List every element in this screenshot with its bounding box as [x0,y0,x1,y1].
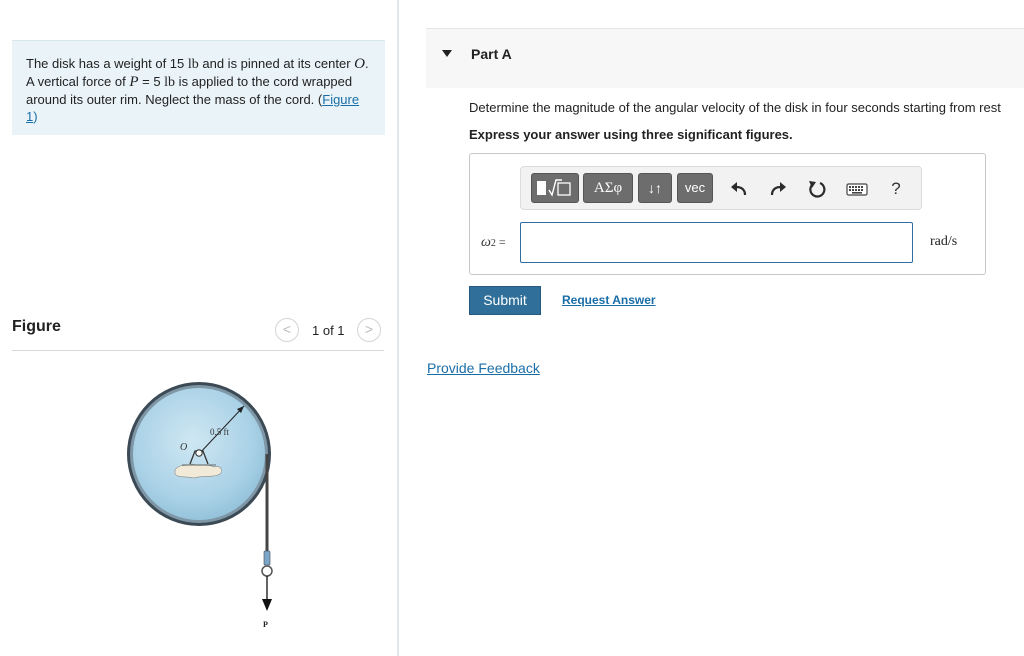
answer-units: rad/s [930,234,958,249]
next-figure-button[interactable] [357,318,381,342]
problem-text: = 5 [138,74,165,89]
chevron-right-icon: > [364,321,374,337]
cord-ring [262,566,272,576]
templates-button[interactable] [531,173,579,203]
problem-text: and is pinned at its center [198,56,355,71]
force-label: P [263,620,268,629]
left-column [0,0,398,656]
undo-icon[interactable] [728,178,750,200]
figure-header [12,316,384,351]
redo-icon[interactable] [767,178,789,200]
keyboard-icon[interactable] [846,178,868,200]
question-text: Determine the magnitude of the angular velocity of the disk in four seconds starting from rest [469,100,1001,115]
provide-feedback-link[interactable]: Provide Feedback [427,360,540,376]
problem-text: The disk has a weight of 15 [26,56,188,71]
radius-label: 0.5 ft [210,427,229,437]
problem-text: . A vertical force of [26,56,369,89]
problem-text: is applied to the cord wrapped around its outer rim. Neglect the mass of the cord. ( [26,74,353,107]
var-p: P [129,74,139,90]
problem-statement [12,40,385,135]
figure-title: Figure [12,318,61,335]
reset-icon[interactable] [806,178,828,200]
disk-figure [120,375,290,635]
answer-panel [469,153,986,275]
figure-link[interactable]: Figure 1 [26,92,360,124]
subscript-superscript-button[interactable]: ↓↑ [638,173,672,203]
greek-symbols-button[interactable]: ΑΣφ [583,173,633,203]
var-o: O [354,56,365,72]
chevron-left-icon: < [282,321,292,337]
math-toolbar [520,166,922,210]
center-label: O [180,442,188,453]
caret-down-icon [442,50,452,57]
vector-button[interactable]: vec [677,173,713,203]
force-arrowhead [262,599,272,611]
cord-clip [264,551,270,565]
subscript: 2 [490,238,496,249]
answer-variable-label [481,235,506,251]
unit-lb: lb [164,75,176,90]
answer-input[interactable] [520,222,913,263]
equals-sign: = [495,235,506,249]
problem-text: ) [33,109,38,124]
unit-lb: lb [187,57,199,72]
figure-counter: 1 of 1 [312,323,345,338]
omega-symbol: ω [481,235,491,250]
instruction-text: Express your answer using three significant figures. [469,127,793,142]
part-a-header[interactable] [426,28,1024,88]
templates-icon [532,174,578,202]
help-icon[interactable]: ? [891,179,901,198]
request-answer-link[interactable]: Request Answer [562,293,656,307]
prev-figure-button[interactable] [275,318,299,342]
part-title: Part A [471,46,512,62]
submit-button[interactable]: Submit [469,286,541,315]
column-divider [397,0,399,656]
